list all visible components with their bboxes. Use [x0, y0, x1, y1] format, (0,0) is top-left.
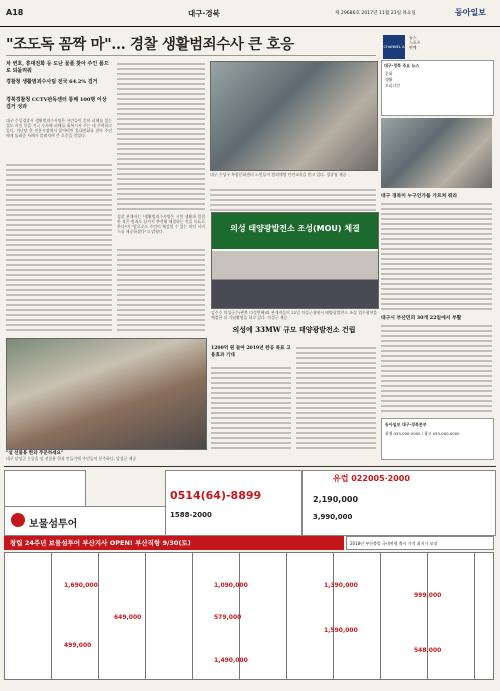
body-text-middle [117, 61, 205, 211]
sidebar-list-item[interactable]: 생활 [385, 77, 393, 82]
ad-price: 999,000 [414, 592, 442, 599]
sidebar-list-item[interactable]: 문화 [385, 71, 393, 76]
sidebar-headline: 대구 경북이 누구인가를 가르쳐 줘라 [381, 193, 458, 199]
sidebar-list-item[interactable]: 오피니언 [385, 83, 401, 88]
ad-europe-price: 2,190,000 [313, 495, 359, 504]
ad-logo-box [4, 506, 166, 536]
mou-banner: 의성 태양광발전소 조성(MOU) 체결 [230, 224, 360, 233]
ad-europe-box [302, 470, 496, 536]
headline-rule [6, 55, 376, 56]
ad-box-small [4, 470, 86, 508]
channel-item[interactable]: 뉴스 [409, 35, 417, 40]
sidebar-body [381, 201, 492, 311]
sidebar-headline-2: 대구시 부산민의 30개 22일에서 부활 [381, 315, 462, 321]
body-left-lead: 대구 수성경찰서 생활범죄수사팀은 서민들이 흔히 피해를 입는 절도 사건 등을 적극 수사해 피해를 회복시켜 주는 데 주력하고 있다. 지난달 한 전통시장에서 잃어버린 휴대전화를 찾아 주인에게 돌려준 사례가 알려지며 큰 호응을 얻었다. [6, 118, 112, 139]
section-name: 대구·경북 [188, 9, 220, 18]
ad-price: 1,590,000 [324, 627, 358, 634]
channel-logo-icon: CHANNEL A [383, 35, 405, 59]
subhead-3: 경북경찰청 CCTV판독센터 통해 100명 이상 검거 성과 [6, 97, 107, 110]
subhead-2: 경찰청 생활범죄수사팀 전국 64.2% 검거 [6, 79, 98, 85]
body-mid-quote: 경찰 관계자는 "생활범죄수사팀은 시민 생활과 밀접한 작은 범죄도 끝까지 추적해 해결하는 것을 목표로 한다"며 "앞으로도 주민이 체감할 수 있는 치안 서비스를 제공하겠다"고 밝혔다. [117, 214, 205, 235]
photo-side-text [210, 187, 376, 211]
subhead-1: 차 번호, 휴대전화 등 도난 물품 찾아 주인 품으로 되돌려줘 [6, 61, 109, 74]
sidebar-news-box [381, 60, 494, 116]
contact-title: 동아일보 대구·경북본부 [385, 422, 427, 427]
ad-price: 548,000 [414, 647, 442, 654]
ad-brand: 보물섬투어 [29, 519, 78, 530]
paper-name: 동아일보 [455, 8, 486, 17]
photo-caption: 대구 수성구 복합문화센터 노인들이 범죄예방 안전교육을 받고 있다. 경찰청 제공 [210, 172, 347, 177]
ad-europe-title: 유럽 022005·2000 [333, 474, 410, 483]
mou-caption: 김주수 의성군수(왼쪽 다섯번째)와 관계자들이 22일 의성군청에서 태양광발전소 조성 업무협약을 체결한 뒤 기념촬영을 하고 있다. 의성군 제공 [211, 310, 377, 321]
ad-europe-price-2: 3,990,000 [313, 513, 353, 521]
main-headline: "조도독 꼼짝 마"… 경찰 생활범죄수사 큰 호응 [6, 36, 294, 53]
ad-phone-2: 1588-2000 [170, 511, 212, 519]
contact-text: 취재 053-000-0000 / 광고 053-000-0000 [385, 431, 460, 436]
ad-price: 499,000 [64, 642, 92, 649]
contact-box [381, 418, 494, 460]
ad-phone: 0514(64)-8899 [170, 489, 262, 502]
hangwa-caption-title: "설 선물용 한과 주문하세요" [6, 451, 64, 456]
body-text-middle-2 [117, 247, 205, 332]
channel-item[interactable]: 스포츠 [409, 40, 421, 45]
hangwa-caption: 대구 달성군 논공읍 설 선물용 한과 만들기에 주민들이 분주하다. 달성군 제공 [6, 456, 137, 461]
hangwa-photo [6, 338, 207, 450]
sidebar-section-title: 대구·경북 주요 뉴스 [384, 63, 420, 68]
ad-price: 1,490,000 [214, 657, 248, 664]
page-header [0, 0, 500, 27]
ad-price: 1,390,000 [324, 582, 358, 589]
ad-price: 1,690,000 [64, 582, 98, 589]
sidebar-body-2 [381, 323, 492, 413]
ad-phone-box [165, 470, 302, 536]
ad-price: 1,090,000 [214, 582, 248, 589]
channel-item[interactable]: 연예 [409, 45, 417, 50]
body-text-left [6, 162, 112, 332]
mou-headline: 의성에 33MW 규모 태양광발전소 건립 [232, 325, 356, 334]
sidebar-photo [381, 118, 492, 188]
article-photo [210, 61, 378, 171]
ad-banner-right[interactable]: 2018년 부산출발 국내여행 출시 가격 최저가 보장 [346, 536, 494, 550]
brand-logo-icon [11, 513, 25, 527]
mou-body-1 [211, 365, 291, 450]
issue-meta: 제 29686호 2017년 11월 23일 목요일 [335, 11, 416, 16]
ad-banner[interactable]: 창립 24주년 보물섬투어 부산지사 OPEN! 부산직항 9/30(토) [4, 536, 344, 550]
page-number: A18 [6, 8, 24, 17]
mou-body-2 [296, 345, 376, 450]
ad-price: 649,000 [114, 614, 142, 621]
mou-subhead: 1200억 원 들여 2019년 완공 목표 고용효과 기대 [211, 346, 291, 358]
ad-price: 579,000 [214, 614, 242, 621]
ad-divider [4, 466, 496, 467]
